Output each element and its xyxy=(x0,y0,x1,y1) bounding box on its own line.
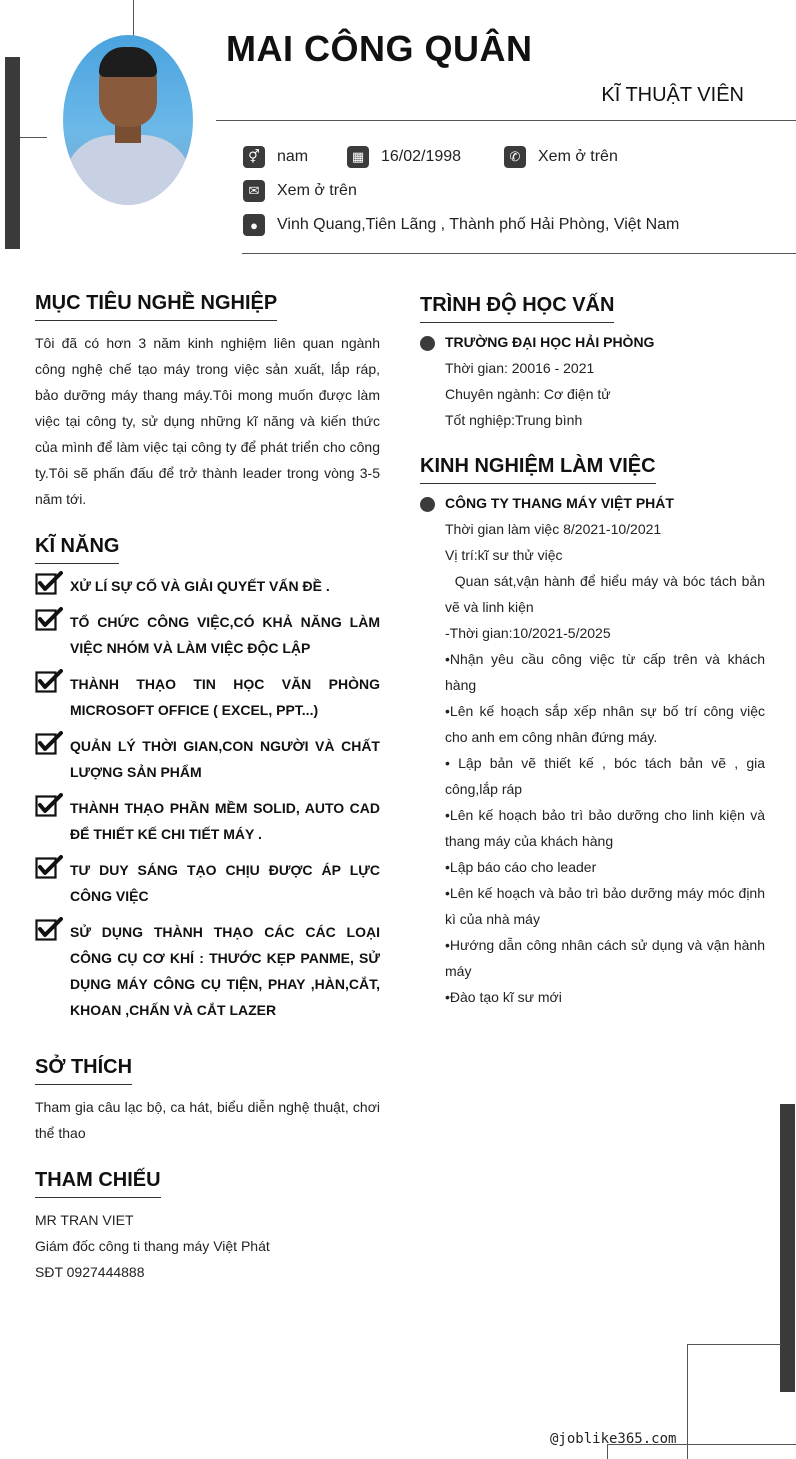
skill-text: QUẢN LÝ THỜI GIAN,CON NGƯỜI VÀ CHẤT LƯỢNG SẢN PHẨM xyxy=(70,738,380,780)
candidate-name: MAI CÔNG QUÂN xyxy=(226,28,533,69)
skill-item xyxy=(35,573,380,599)
email-value: Xem ở trên xyxy=(277,182,357,199)
birthdate-value: 16/02/1998 xyxy=(381,148,462,165)
skill-item xyxy=(35,919,380,1023)
check-icon xyxy=(35,855,63,879)
check-icon xyxy=(35,917,63,941)
job-title: KĨ THUẬT VIÊN xyxy=(601,84,744,106)
experience-line: Vị trí:kĩ sư thử việc xyxy=(445,547,563,563)
references-title: THAM CHIẾU xyxy=(35,1169,161,1198)
skill-text: SỬ DỤNG THÀNH THẠO CÁC CÁC LOẠI CÔNG CỤ CƠ KHÍ : THƯỚC KẸP PANME, SỬ DỤNG MÁY CÔNG CỤ TIỆN, PHAY ,HÀN,CẮT, KHOAN ,CHẤN VÀ CẮT LAZER xyxy=(70,924,380,1018)
footer-watermark[interactable]: @joblike365.com xyxy=(550,1431,677,1447)
skill-text: TỔ CHỨC CÔNG VIỆC,CÓ KHẢ NĂNG LÀM VIỆC NHÓM VÀ LÀM VIỆC ĐỘC LẬP xyxy=(70,614,380,656)
birthdate-info xyxy=(347,146,461,168)
corner-frame xyxy=(687,1344,781,1459)
gender-value: nam xyxy=(277,148,309,165)
calendar-icon: ▦ xyxy=(347,146,369,168)
school-name: TRƯỜNG ĐẠI HỌC HẢI PHÒNG xyxy=(445,334,655,350)
check-icon xyxy=(35,669,63,693)
reference-position: Giám đốc công ti thang máy Việt Phát xyxy=(35,1238,270,1254)
right-accent-bar xyxy=(780,1104,795,1392)
check-icon xyxy=(35,607,63,631)
skill-text: TƯ DUY SÁNG TẠO CHỊU ĐƯỢC ÁP LỰC CÔNG VIỆC xyxy=(70,862,380,904)
check-icon xyxy=(35,571,63,595)
objective-title: MỤC TIÊU NGHỀ NGHIỆP xyxy=(35,292,277,321)
phone-info xyxy=(504,146,618,168)
objective-text: Tôi đã có hơn 3 năm kinh nghiệm liên quan ngành công nghệ chế tạo máy trong việc sản xuất, lắp ráp, bảo dưỡng máy thang máy.Tôi mong muốn được làm việc tại công ty, sử dụng những kĩ năng và kiến thức của mình để làm việc tại công ty để phát triển cho công ty.Tôi sẽ phấn đấu để trở thành leader trong vòng 3-5 năm tới. xyxy=(35,335,380,507)
location-icon: ● xyxy=(243,214,265,236)
top-connector-line xyxy=(133,0,134,37)
check-icon xyxy=(35,731,63,755)
education-line: Tốt nghiệp:Trung bình xyxy=(445,412,583,428)
experience-line: -Thời gian:10/2021-5/2025 xyxy=(445,625,611,641)
profile-photo xyxy=(63,35,193,205)
email-info xyxy=(243,180,357,202)
experience-line: •Lên kế hoạch bảo trì bảo dưỡng cho linh kiện và thang máy của khách hàng xyxy=(445,807,765,849)
experience-line: •Lên kế hoạch sắp xếp nhân sự bố trí công việc cho anh em công nhân đứng máy. xyxy=(445,703,765,745)
skills-title: KĨ NĂNG xyxy=(35,535,119,564)
experience-line: •Hướng dẫn công nhân cách sử dụng và vận hành máy xyxy=(445,937,765,979)
experience-line: •Nhận yêu cầu công việc từ cấp trên và khách hàng xyxy=(445,651,765,693)
skill-item xyxy=(35,857,380,909)
experience-line: •Lên kế hoạch và bảo trì bảo dưỡng máy móc định kì của nhà máy xyxy=(445,885,765,927)
education-line: Thời gian: 20016 - 2021 xyxy=(445,360,595,376)
skill-item xyxy=(35,609,380,661)
bullet-dot xyxy=(420,497,435,512)
education-entry xyxy=(420,329,765,433)
hobbies-title: SỞ THÍCH xyxy=(35,1056,132,1085)
company-name: CÔNG TY THANG MÁY VIỆT PHÁT xyxy=(445,495,674,511)
gender-info xyxy=(243,146,308,168)
phone-icon: ✆ xyxy=(504,146,526,168)
check-icon xyxy=(35,793,63,817)
experience-line: •Đào tạo kĩ sư mới xyxy=(445,989,562,1005)
experience-entry xyxy=(420,490,769,1010)
header-divider xyxy=(216,120,796,121)
address-value: Vinh Quang,Tiên Lãng , Thành phố Hải Phòng, Việt Nam xyxy=(277,216,680,233)
skill-text: THÀNH THẠO TIN HỌC VĂN PHÒNG MICROSOFT OFFICE ( EXCEL, PPT...) xyxy=(70,676,380,718)
hobbies-text: Tham gia câu lạc bộ, ca hát, biểu diễn nghệ thuật, chơi thể thao xyxy=(35,1099,380,1141)
email-icon: ✉ xyxy=(243,180,265,202)
reference-name: MR TRAN VIET xyxy=(35,1212,134,1228)
education-title: TRÌNH ĐỘ HỌC VẤN xyxy=(420,294,614,323)
skill-item xyxy=(35,733,380,785)
education-line: Chuyên ngành: Cơ điện tử xyxy=(445,386,611,402)
gender-icon: ⚥ xyxy=(243,146,265,168)
skill-item xyxy=(35,795,380,847)
bullet-dot xyxy=(420,336,435,351)
experience-line: •Lập báo cáo cho leader xyxy=(445,859,597,875)
skill-text: XỬ LÍ SỰ CỐ VÀ GIẢI QUYẾT VẤN ĐỀ . xyxy=(70,578,330,594)
reference-phone: SĐT 0927444888 xyxy=(35,1264,145,1280)
experience-title: KINH NGHIỆM LÀM VIỆC xyxy=(420,455,656,484)
skill-text: THÀNH THẠO PHẦN MỀM SOLID, AUTO CAD ĐỂ THIẾT KẾ CHI TIẾT MÁY . xyxy=(70,800,380,842)
experience-line: Quan sát,vận hành để hiểu máy và bóc tách bản vẽ và linh kiện xyxy=(445,573,769,615)
phone-value: Xem ở trên xyxy=(538,148,618,165)
experience-line: • Lập bản vẽ thiết kế , bóc tách bản vẽ , gia công,lắp ráp xyxy=(445,755,765,797)
left-accent-bar xyxy=(5,57,20,249)
experience-line: Thời gian làm việc 8/2021-10/2021 xyxy=(445,521,662,537)
skill-item xyxy=(35,671,380,723)
left-connector-line xyxy=(20,137,47,138)
address-info xyxy=(243,214,679,236)
contact-divider xyxy=(242,253,796,254)
